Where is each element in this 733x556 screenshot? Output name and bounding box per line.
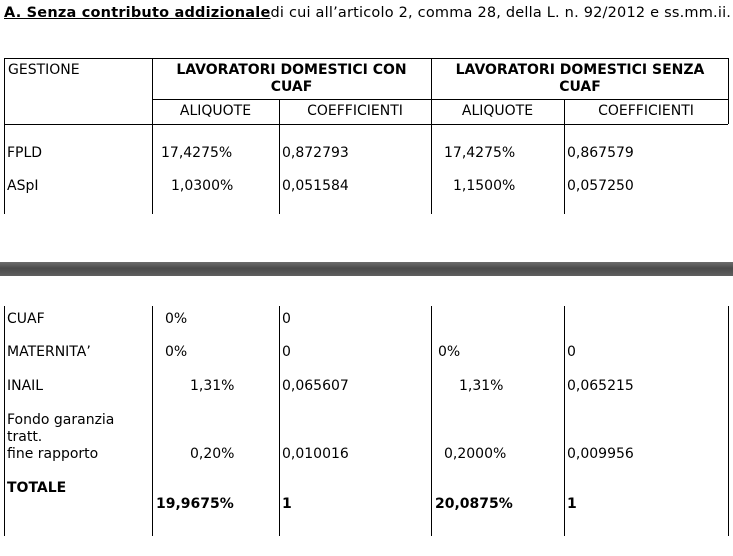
aliquota-cell: 0,2000% [444, 446, 507, 462]
coefficiente-cell: 0,057250 [567, 178, 634, 194]
row-label-line: fine rapporto [7, 446, 99, 462]
column-group-without-cuaf: LAVORATORI DOMESTICI SENZA CUAF [455, 62, 705, 95]
aliquota-cell: 1,0300% [171, 178, 234, 194]
aliquota-cell: 1,1500% [453, 178, 516, 194]
total-coefficiente: 1 [282, 496, 292, 512]
coefficiente-cell: 0,010016 [282, 446, 349, 462]
aliquota-cell: 17,4275% [161, 145, 233, 161]
column-header-aliquote: ALIQUOTE [179, 103, 252, 119]
coefficiente-cell: 0 [567, 344, 576, 360]
column-header-coefficienti: COEFFICIENTI [598, 103, 694, 119]
row-label-line: Fondo garanzia [7, 412, 115, 428]
coefficiente-cell: 0 [282, 344, 291, 360]
coefficiente-cell: 0,051584 [282, 178, 349, 194]
aliquota-cell: 0% [438, 344, 461, 360]
row-label-line: tratt. [7, 429, 43, 445]
coefficiente-cell: 0,872793 [282, 145, 349, 161]
aliquota-cell: 1,31% [190, 378, 235, 394]
section-heading-text: di cui all’articolo 2, comma 28, della L. n. 92/2012 e ss.mm.ii. [270, 5, 732, 21]
column-header-gestione: GESTIONE [8, 62, 80, 78]
column-header-aliquote: ALIQUOTE [461, 103, 534, 119]
aliquota-cell: 0% [165, 344, 188, 360]
aliquota-cell: 0% [165, 311, 188, 327]
aliquota-cell: 0,20% [190, 446, 235, 462]
page-break-band [0, 262, 733, 276]
row-label: INAIL [7, 378, 44, 394]
row-label [7, 412, 114, 463]
section-heading [4, 5, 732, 22]
row-label: FPLD [7, 145, 43, 161]
total-label: TOTALE [7, 480, 67, 496]
total-coefficiente: 1 [567, 496, 577, 512]
aliquota-cell: 1,31% [459, 378, 504, 394]
coefficiente-cell: 0,065607 [282, 378, 349, 394]
total-aliquota: 20,0875% [435, 496, 513, 512]
row-label: ASpI [7, 178, 39, 194]
column-header-coefficienti: COEFFICIENTI [307, 103, 403, 119]
total-aliquota: 19,9675% [156, 496, 234, 512]
row-label: CUAF [7, 311, 45, 327]
coefficiente-cell: 0,009956 [567, 446, 634, 462]
coefficiente-cell: 0,867579 [567, 145, 634, 161]
coefficiente-cell: 0 [282, 311, 291, 327]
column-group-with-cuaf: LAVORATORI DOMESTICI CON CUAF [176, 62, 407, 95]
section-heading-title: A. Senza contributo addizionale [4, 5, 271, 21]
coefficiente-cell: 0,065215 [567, 378, 634, 394]
aliquota-cell: 17,4275% [444, 145, 516, 161]
row-label: MATERNITA’ [7, 344, 91, 360]
